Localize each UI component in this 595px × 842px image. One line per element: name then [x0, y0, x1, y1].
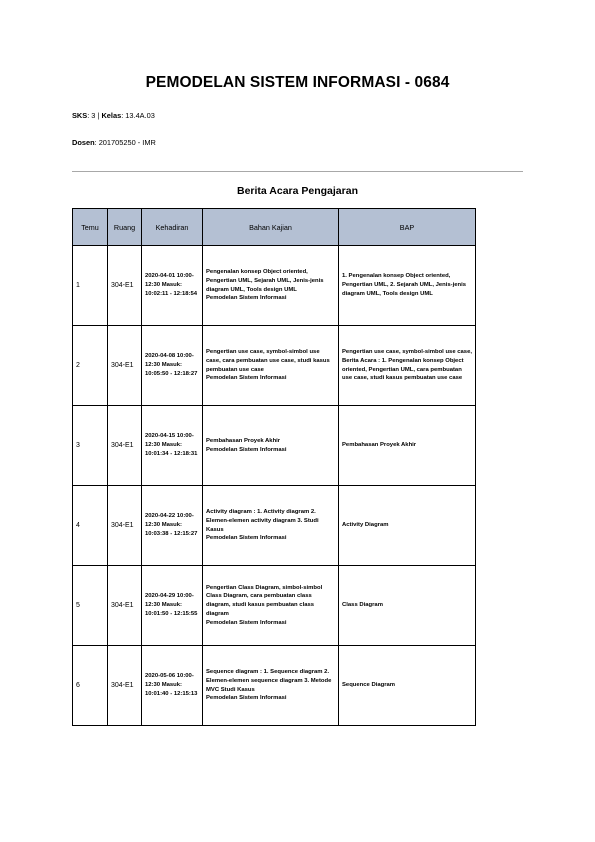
bahan-text: Sequence diagram : 1. Sequence diagram 2. Elemen-elemen sequence diagram 3. Metode MVC Studi Kasus	[206, 668, 332, 693]
course-meta	[72, 111, 155, 120]
cell-bahan-kajian	[203, 646, 339, 726]
cell-ruang: 304-E1	[108, 646, 142, 726]
cell-kehadiran: 2020-04-01 10:00-12:30 Masuk: 10:02:11 - 12:18:54	[142, 246, 203, 326]
header-temu: Temu	[73, 209, 108, 246]
section-title: Berita Acara Pengajaran	[236, 185, 358, 197]
header-ruang: Ruang	[108, 209, 142, 246]
bahan-course: Pemodelan Sistem Informasi	[206, 295, 287, 302]
cell-ruang: 304-E1	[108, 326, 142, 406]
cell-bap: Pengertian use case, symbol-simbol use case, Berita Acara : 1. Pengenalan konsep Object oriented, Pengertian UML, cara pembuatan use case, studi kasus pembuatan use case	[339, 326, 476, 406]
dosen-value: : 201705250 - IMR	[94, 138, 156, 147]
bahan-course: Pemodelan Sistem Informasi	[206, 695, 287, 702]
cell-bahan-kajian	[203, 326, 339, 406]
cell-kehadiran: 2020-05-06 10:00-12:30 Masuk: 10:01:40 - 12:15:13	[142, 646, 203, 726]
table-row	[73, 646, 476, 726]
bap-table	[72, 208, 476, 726]
page-title: PEMODELAN SISTEM INFORMASI - 0684	[145, 74, 450, 91]
table-row	[73, 486, 476, 566]
kelas-label: Kelas	[101, 111, 122, 120]
bahan-text: Pengenalan konsep Object oriented, Pengertian UML, Sejarah UML, Jenis-jenis diagram UML, Tools design UML	[206, 268, 324, 293]
cell-bahan-kajian	[203, 406, 339, 486]
header-kehadiran: Kehadiran	[142, 209, 203, 246]
bahan-course: Pemodelan Sistem Informasi	[206, 446, 287, 453]
header-bahan-kajian: Bahan Kajian	[203, 209, 339, 246]
cell-bap: Activity Diagram	[339, 486, 476, 566]
cell-temu: 2	[73, 326, 108, 406]
bahan-text: Pengertian Class Diagram, simbol-simbol Class Diagram, cara pembuatan class diagram, studi kasus pembuatan class diagram	[206, 584, 323, 617]
table-row	[73, 326, 476, 406]
table-row	[73, 406, 476, 486]
divider	[72, 171, 523, 172]
cell-kehadiran: 2020-04-22 10:00-12:30 Masuk: 10:03:38 - 12:15:27	[142, 486, 203, 566]
sks-label: SKS	[72, 111, 88, 120]
dosen-label: Dosen	[72, 138, 95, 147]
bahan-course: Pemodelan Sistem Informasi	[206, 619, 287, 626]
cell-bap: Sequence Diagram	[339, 646, 476, 726]
cell-ruang: 304-E1	[108, 246, 142, 326]
cell-bap: 1. Pengenalan konsep Object oriented, Pengertian UML, 2. Sejarah UML, Jenis-jenis diagram UML, Tools design UML	[339, 246, 476, 326]
cell-temu: 3	[73, 406, 108, 486]
lecturer-meta	[72, 138, 156, 147]
header-bap: BAP	[339, 209, 476, 246]
cell-temu: 4	[73, 486, 108, 566]
cell-temu: 5	[73, 566, 108, 646]
cell-bahan-kajian	[203, 566, 339, 646]
cell-bap: Pembahasan Proyek Akhir	[339, 406, 476, 486]
cell-bahan-kajian	[203, 246, 339, 326]
cell-kehadiran: 2020-04-08 10:00-12:30 Masuk: 10:05:50 - 12:18:27	[142, 326, 203, 406]
cell-bahan-kajian	[203, 486, 339, 566]
bahan-text: Pengertian use case, symbol-simbol use case, cara pembuatan use case, studi kasus pembuatan use case	[206, 348, 330, 373]
table-header-row	[73, 209, 476, 246]
table-row	[73, 246, 476, 326]
sks-value: : 3 |	[87, 111, 102, 120]
cell-ruang: 304-E1	[108, 486, 142, 566]
bahan-course: Pemodelan Sistem Informasi	[206, 535, 287, 542]
bahan-course: Pemodelan Sistem Informasi	[206, 375, 287, 382]
cell-ruang: 304-E1	[108, 566, 142, 646]
cell-temu: 1	[73, 246, 108, 326]
bahan-text: Pembahasan Proyek Akhir	[206, 437, 281, 444]
cell-ruang: 304-E1	[108, 406, 142, 486]
kelas-value: : 13.4A.03	[121, 111, 155, 120]
cell-kehadiran: 2020-04-15 10:00-12:30 Masuk: 10:01:34 - 12:18:31	[142, 406, 203, 486]
cell-kehadiran: 2020-04-29 10:00-12:30 Masuk: 10:01:50 - 12:15:55	[142, 566, 203, 646]
table-row	[73, 566, 476, 646]
bahan-text: Activity diagram : 1. Activity diagram 2. Elemen-elemen activity diagram 3. Studi Kasus	[206, 508, 319, 533]
cell-temu: 6	[73, 646, 108, 726]
cell-bap: Class Diagram	[339, 566, 476, 646]
